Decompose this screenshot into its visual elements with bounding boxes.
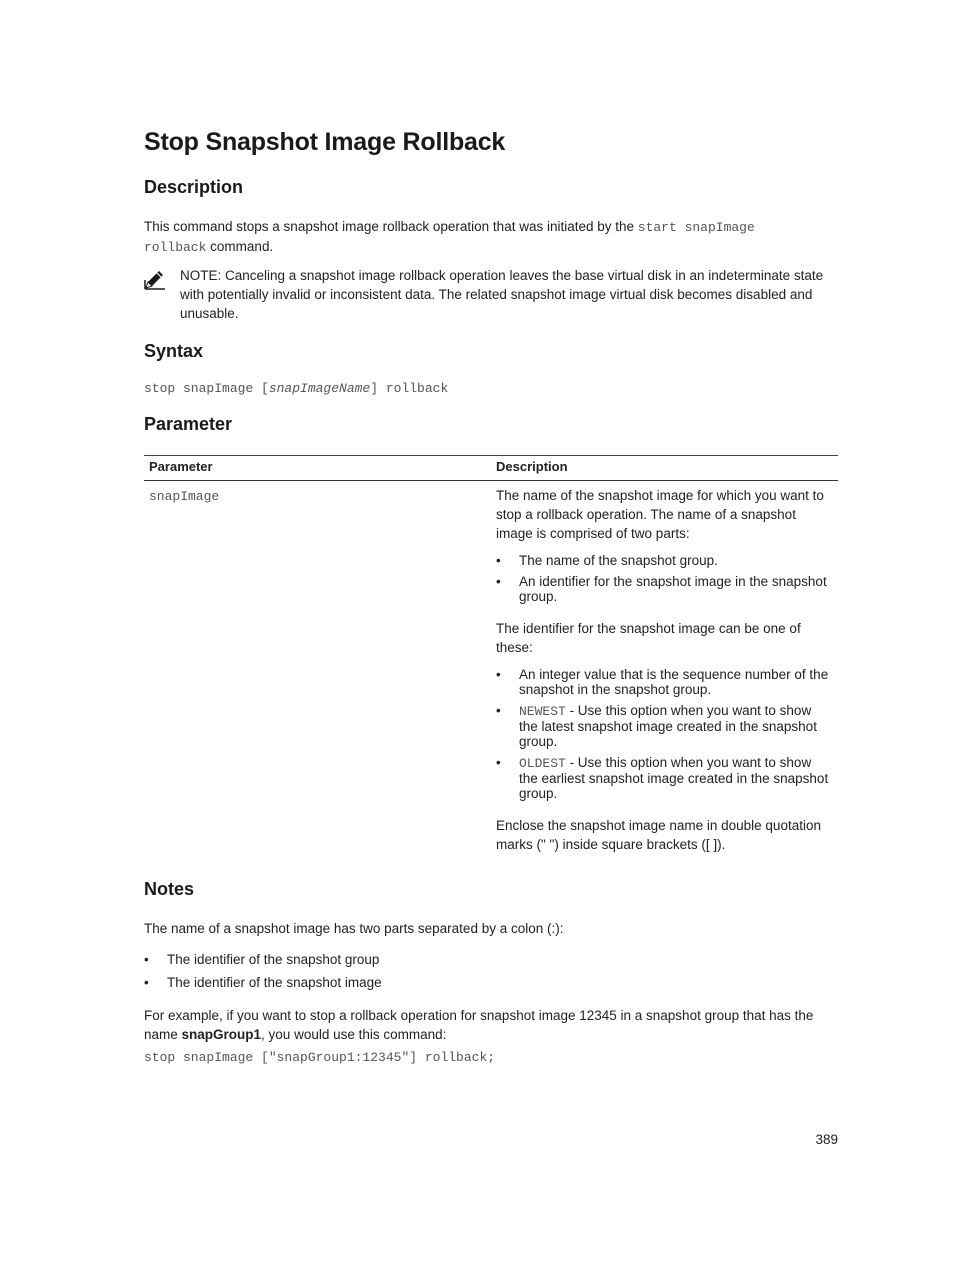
example-command: stop snapImage ["snapGroup1:12345"] rollback; [144,1050,496,1065]
inline-code: rollback [144,240,207,255]
param-name-cell [144,481,491,865]
example-group-name: snapGroup1 [181,1027,262,1042]
description-text: This command stops a snapshot image rollback operation that was initiated by the start snapImage rollback command. [144,219,755,255]
syntax-heading: Syntax [144,341,204,361]
syntax-code: stop snapImage [snapImageName] rollback [144,381,449,396]
list-item: • An identifier for the snapshot image in the snapshot group. [496,574,833,604]
parameter-heading: Parameter [144,414,233,434]
param-list-2 [496,667,833,801]
param-desc-p3: Enclose the snapshot image name in double quotation marks (" ") inside square brackets ([ ]). [496,818,821,852]
oldest-code: OLDEST [519,756,566,771]
col-header-parameter: Parameter [144,456,491,481]
param-name: snapImage [149,489,220,504]
notes-heading: Notes [144,879,195,899]
page-number: 389 [815,1132,838,1147]
inline-code: start snapImage [637,220,755,235]
newest-code: NEWEST [519,704,566,719]
param-description-cell [491,481,838,865]
notes-intro: The name of a snapshot image has two parts separated by a colon (:): [144,921,564,936]
table-header-row [144,456,838,481]
page-title: Stop Snapshot Image Rollback [144,128,506,156]
list-item: • The identifier of the snapshot image [144,973,382,992]
description-heading: Description [144,177,244,197]
pencil-note-icon [144,268,166,290]
note-label: NOTE: [180,268,222,283]
list-item: • The identifier of the snapshot group [144,950,382,969]
param-list-1 [496,553,833,604]
param-desc-p2: The identifier for the snapshot image can be one of these: [496,621,801,655]
note-text: NOTE: Canceling a snapshot image rollback operation leaves the base virtual disk in an indeterminate state with potentially invalid or inconsistent data. The related snapshot image virtual disk becomes disabled and unusable. [180,268,824,321]
col-header-description: Description [491,456,838,481]
list-item: • The name of the snapshot group. [496,553,833,568]
param-desc-p1: The name of the snapshot image for which you want to stop a rollback operation. The name of a snapshot image is comprised of two parts: [496,488,824,541]
list-item: • NEWEST - Use this option when you want to show the latest snapshot image created in the snapshot group. [496,703,833,749]
list-item: • An integer value that is the sequence number of the snapshot in the snapshot group. [496,667,833,697]
table-row [144,481,838,865]
notes-example: For example, if you want to stop a rollback operation for snapshot image 12345 in a snapshot group that has the name snapGroup1, you would use this command: [144,1008,814,1042]
notes-list [144,950,382,996]
list-item: • OLDEST - Use this option when you want to show the earliest snapshot image created in the snapshot group. [496,755,833,801]
parameter-table [144,455,838,864]
syntax-param: snapImageName [268,381,371,396]
